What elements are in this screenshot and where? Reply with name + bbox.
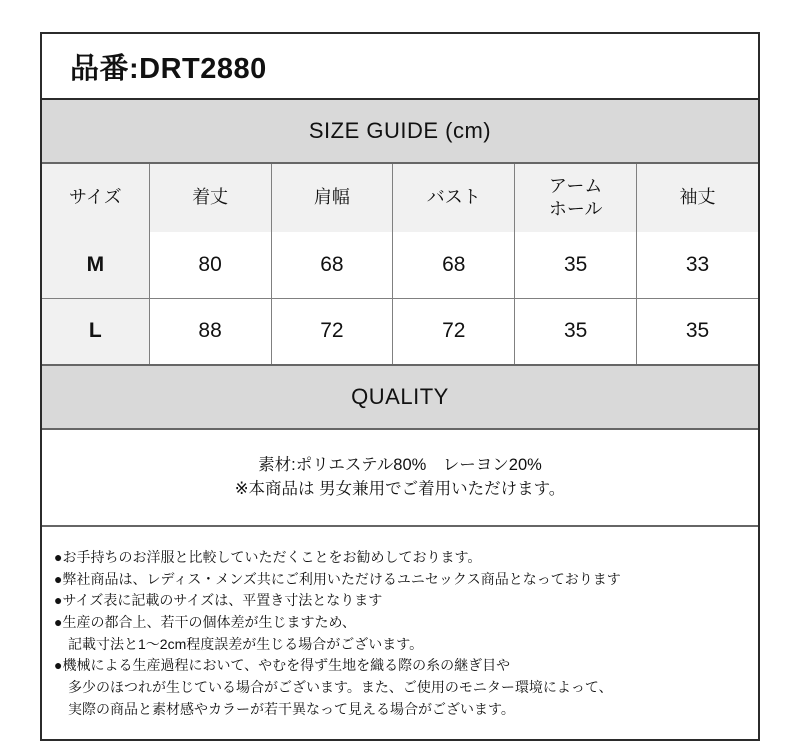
cell-l-bust: 72 [393,298,515,364]
size-guide-title: SIZE GUIDE (cm) [308,118,492,143]
note-line: ●お手持ちのお洋服と比較していただくことをお勧めしております。 [54,549,482,565]
table-row-size-m [42,232,758,298]
cell-l-sleeve: 35 [637,298,758,364]
column-header-length: 着丈 [149,164,271,232]
note-line: 記載寸法と1～2cm程度誤差が生じる場合がございます。 [54,635,424,652]
product-code-box [42,34,758,100]
column-header-bust: バスト [393,164,515,232]
column-header-sleeve: 袖丈 [637,164,758,232]
unisex-note-text: ※本商品は 男女兼用でご着用いただけます。 [234,479,566,498]
product-code-label: 品番:DRT2880 [70,52,267,85]
note-line: ●機械による生産過程において、やむを得ず生地を織る際の糸の継ぎ目や [54,657,511,674]
cell-l-shoulder: 72 [271,298,393,364]
size-label: M [42,232,149,298]
note-line: ●生産の都合上、若干の個体差が生じますため、 [54,614,356,631]
cell-l-length: 88 [149,298,271,364]
table-row-size-l [42,298,758,364]
cell-l-armhole: 35 [515,298,637,364]
quality-content-box [42,430,758,527]
quality-title: QUALITY [351,384,449,409]
cell-m-sleeve: 33 [637,232,758,298]
notes-box [42,527,758,739]
material-text: 素材:ポリエステル80% レーヨン20% [258,455,542,474]
size-table-header-row [42,164,758,232]
size-guide-header-bar [42,100,758,164]
size-table [42,164,758,364]
column-header-shoulder: 肩幅 [271,164,393,232]
cell-m-bust: 68 [393,232,515,298]
cell-m-armhole: 35 [515,232,637,298]
note-line: ●サイズ表に記載のサイズは、平置き寸法となります [54,592,383,609]
quality-header-bar [42,364,758,430]
note-line: ●弊社商品は、レディス・メンズ共にご利用いただけるユニセックス商品となっております [54,570,621,587]
note-line: 実際の商品と素材感やカラーが若干異なって見える場合がございます。 [54,700,515,717]
cell-m-length: 80 [149,232,271,298]
column-header-size: サイズ [42,164,149,232]
product-spec-sheet [40,32,760,741]
note-line: 多少のほつれが生じている場合がございます。また、ご使用のモニター環境によって、 [54,679,613,696]
column-header-armhole: アーム ホール [515,164,637,232]
size-label: L [42,298,149,364]
cell-m-shoulder: 68 [271,232,393,298]
